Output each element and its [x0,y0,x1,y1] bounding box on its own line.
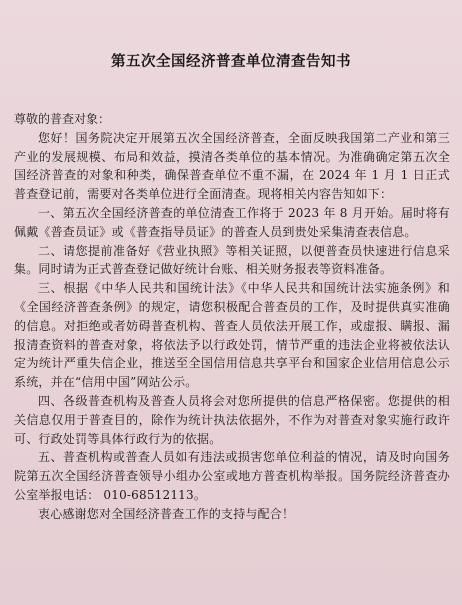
item-three-paragraph: 三、根据《中华人民共和国统计法》《中华人民共和国统计法实施条例》和《全国经济普查条例》的规定，请您积极配合普查员的工作，及时提供真实准确的信息。对拒绝或者妨碍普查机构、普查人员依法开展工作，或虚报、瞒报、漏报清查资料的普查对象，将依法予以行政处罚，情节严重的违法企业将被依法认定为统计严重失信企业，推送至全国信用信息共享平台和国家企业信用信息公示系统，并在“信用中国”网站公示。 [14,281,450,390]
intro-paragraph: 您好！国务院决定开展第五次全国经济普查，全面反映我国第二产业和第三产业的发展规模、布局和效益，摸清各类单位的基本情况。为准确确定第五次全国经济普查的对象和种类，确保普查单位不重不漏，在 2024 年 1 月 1 日正式普查登记前，需要对各类单位进行全面清查。现将相关内容告知如下： [14,130,450,202]
item-one-paragraph: 一、第五次全国经济普查的单位清查工作将于 2023 年 8 月开始。届时将有佩戴《普查员证》或《普查指导员证》的普查人员到贵处采集清查表信息。 [14,205,450,239]
salutation: 尊敬的普查对象： [14,112,111,126]
item-two-paragraph: 二、请您提前准备好《营业执照》等相关证照，以便普查员快速进行信息采集。同时请为正式普查登记做好统计台账、相关财务报表等资料准备。 [14,243,450,277]
item-four-paragraph: 四、各级普查机构及普查人员将会对您所提供的信息严格保密。您提供的相关信息仅用于普查目的，除作为统计执法依据外，不作为对普查对象实施行政许可、行政处罚等具体行政行为的依据。 [14,393,450,446]
closing-paragraph: 衷心感谢您对全国经济普查工作的支持与配合！ [38,506,295,521]
page-title: 第五次全国经济普查单位清查告知书 [111,54,351,70]
item-five-paragraph: 五、普查机构或普查人员如有违法或损害您单位利益的情况，请及时向国务院第五次全国经济普查领导小组办公室或地方普查机构举报。国务院经济普查办公室举报电话： 010-68512113。 [14,450,450,502]
notice-body [14,110,450,524]
